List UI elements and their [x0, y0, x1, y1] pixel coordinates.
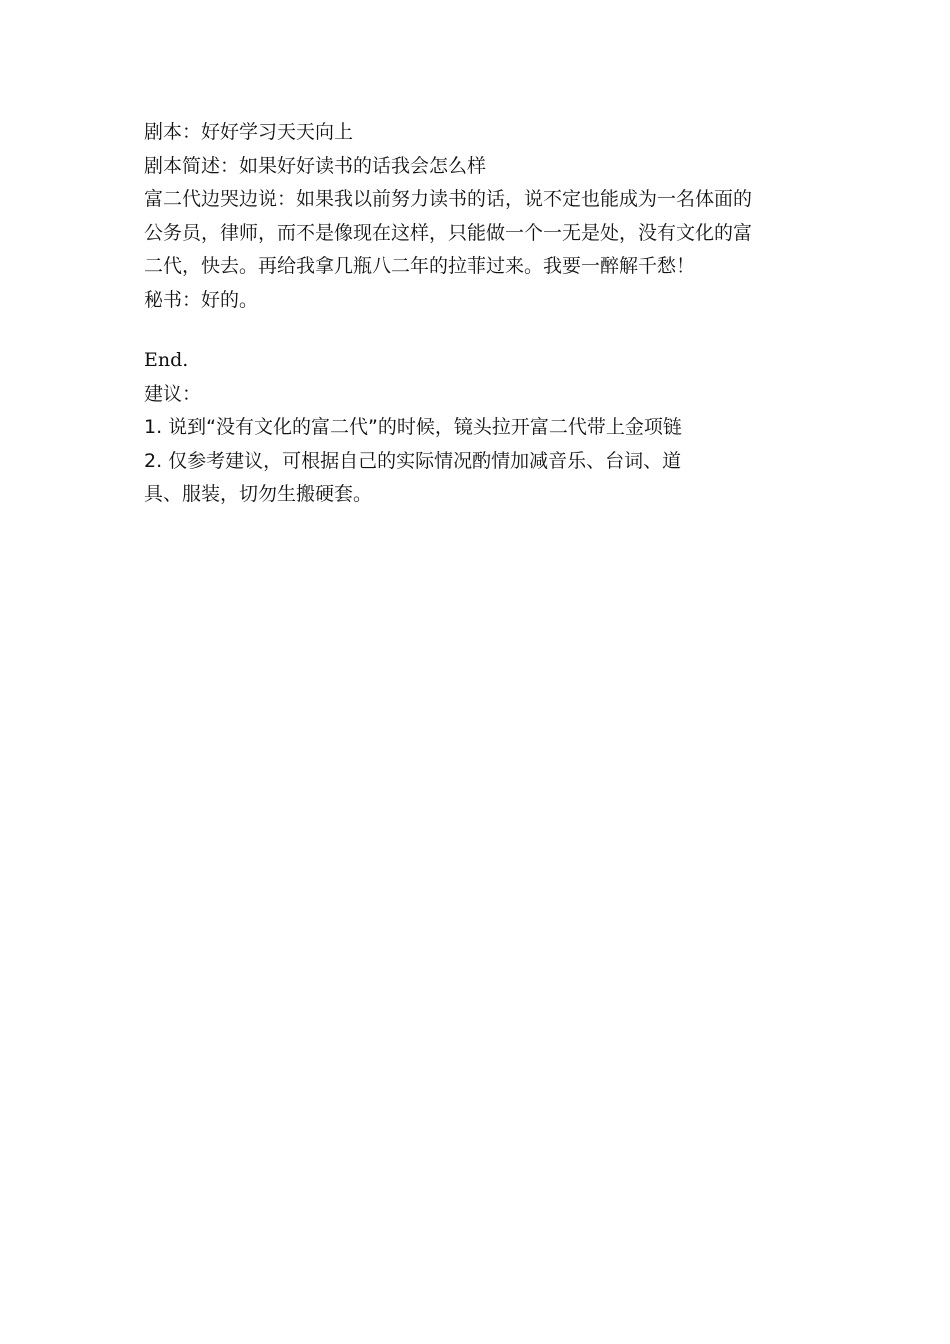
document-body	[144, 116, 812, 512]
advice-item: 1. 说到“没有文化的富二代”的时候，镜头拉开富二代带上金项链	[144, 416, 682, 438]
advice-heading: 建议：	[144, 382, 202, 405]
script-summary: 剧本简述：如果好好读书的话我会怎么样	[144, 154, 487, 177]
dialogue-line: 公务员，律师，而不是像现在这样，只能做一个一无是处，没有文化的富	[144, 221, 753, 244]
dialogue-line: 二代，快去。再给我拿几瓶八二年的拉菲过来。我要一醉解千愁！	[144, 255, 696, 277]
paragraph-spacer	[144, 317, 812, 344]
advice-item: 2. 仅参考建议，可根据自己的实际情况酌情加减音乐、台词、道	[144, 449, 682, 472]
advice-item-continuation: 具、服装，切勿生搬硬套。	[144, 483, 373, 505]
secretary-reply: 秘书：好的。	[144, 288, 259, 311]
script-title: 剧本：好好学习天天向上	[144, 121, 354, 143]
dialogue-line: 富二代边哭边说：如果我以前努力读书的话，说不定也能成为一名体面的	[144, 188, 753, 210]
end-marker: End.	[144, 349, 189, 371]
